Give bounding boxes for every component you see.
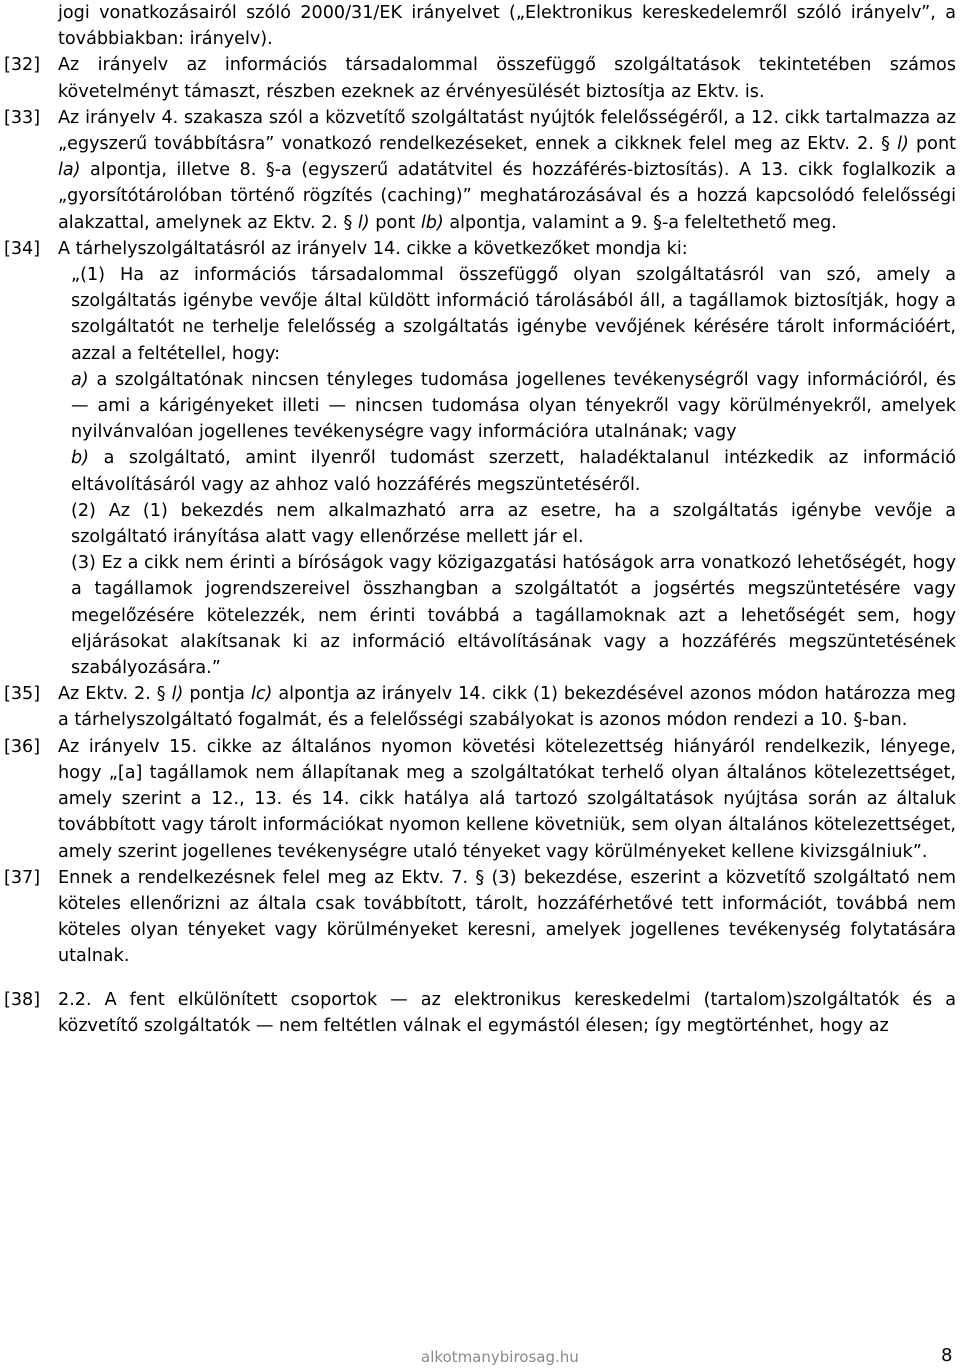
quote-paragraph-2: (2) Az (1) bekezdés nem alkalmazható arra az esetre, ha a szolgáltatás igénybe vevője a szolgáltató irányítása alatt vagy ellenőrzése mellett jár el. [71, 500, 956, 548]
paragraph-text: Az Ektv. 2. § l) pontja lc) alpontja az irányelv 14. cikk (1) bekezdésével azonos módon határozza meg a tárhelyszolgáltató fogalmát, és a felelősségi szabályokat is azonos módon rendezi a 10. §-ban. [58, 684, 956, 731]
quote-point-a: a) a szolgáltatónak nincsen tényleges tudomása jogellenes tevékenységről vagy információról, és — ami a kárigényeket illeti — nincsen tudomása olyan tényekről vagy körülményekről, amelyek nyilvánvalóan jogellenes tevékenységre vagy információra utalnának; vagy [71, 369, 956, 443]
paragraph-32 [0, 52, 960, 104]
paragraph-text: Az irányelv az információs társadalommal összefüggő szolgáltatások tekintetében számos követelményt támaszt, részben ezeknek az érvényesülését biztosítja az Ektv. is. [58, 55, 956, 102]
page-number: 8 [941, 1345, 953, 1366]
paragraph-text: Az irányelv 4. szakasza szól a közvetítő szolgáltatást nyújtók felelősségéről, a 12. cikk tartalmazza az „egyszerű továbbításra” vonatkozó rendelkezéseket, ennek a cikknek felel meg az Ektv. 2. § l) pont la) alpontja, illetve 8. §-a (egyszerű adatátvitel és hozzáférés-biztosítás). A 13. cikk foglalkozik a „gyorsítótárolóban történő rögzítés (caching)” meghatározásával és a hozzá kapcsolódó felelősségi alakzattal, amelynek az Ektv. 2. § l) pont lb) alpontja, valamint a 9. §-a feleltethető meg. [58, 107, 956, 233]
paragraph-number: [34] [4, 238, 41, 259]
continuation-paragraph: jogi vonatkozásairól szóló 2000/31/EK irányelvet („Elektronikus kereskedelemről szóló irányelv”, a továbbiakban: irányelv). [58, 3, 956, 50]
paragraph-number: [38] [4, 989, 41, 1010]
quote-paragraph-1: „(1) Ha az információs társadalommal összefüggő olyan szolgáltatásról van szó, amely a szolgáltatás igénybe vevője által küldött információ tárolásából áll, a tagállamok biztosítják, hogy a szolgáltatót ne terhelje felelősség a szolgáltatás igénybe vevőjének kérésére tárolt információért, azzal a feltétellel, hogy: [71, 265, 956, 364]
paragraph-number: [35] [4, 684, 41, 705]
paragraph-33 [0, 105, 960, 236]
paragraph-35 [0, 681, 960, 733]
paragraph-number: [32] [4, 55, 41, 76]
paragraph-text: Ennek a rendelkezésnek felel meg az Ektv. 7. § (3) bekezdése, eszerint a közvetítő szolgáltató nem köteles ellenőrizni az általa csak továbbított, tárolt, hozzáférhetővé tett információt, továbbá nem köteles olyan tényeket vagy körülményeket keresni, amelyek jogellenes tevékenység folytatására utalnak. [58, 867, 956, 967]
paragraph-text: A tárhelyszolgáltatásról az irányelv 14. cikke a következőket mondja ki: [58, 238, 688, 259]
paragraph-36 [0, 734, 960, 865]
quoted-article [71, 262, 956, 681]
paragraph-text: 2.2. A fent elkülönített csoportok — az elektronikus kereskedelmi (tartalom)szolgáltatók és a közvetítő szolgáltatók — nem feltétlen válnak el egymástól élesen; így megtörténhet, hogy az [58, 989, 956, 1036]
paragraph-number: [37] [4, 867, 41, 888]
paragraph-text: Az irányelv 15. cikke az általános nyomon követési kötelezettség hiányáról rendelkezik, lényege, hogy „[a] tagállamok nem állapítanak meg a szolgáltatókat terhelő olyan általános kötelezettséget, amely szerint a 12., 13. és 14. cikk hatálya alá tartozó szolgáltatások nyújtása során az általuk továbbított vagy tárolt információkat nyomon kellene követniük, sem olyan általános kötelezettséget, amely szerint jogellenes tevékenységre utaló tényeket vagy körülményeket kellene kivizsgálniuk”. [58, 736, 956, 862]
quote-point-b: b) a szolgáltató, amint ilyenről tudomást szerzett, haladéktalanul intézkedik az információ eltávolításáról vagy az ahhoz való hozzáférés megszüntetéséről. [71, 448, 956, 495]
paragraph-34 [0, 236, 960, 262]
paragraph-38 [0, 987, 960, 1039]
paragraph-number: [33] [4, 107, 41, 128]
quote-paragraph-3: (3) Ez a cikk nem érinti a bíróságok vagy közigazgatási hatóságok arra vonatkozó lehetőségét, hogy a tagállamok jogrendszereivel összhangban a szolgáltatót a jogsértés megszüntetésére vagy megelőzésére kötelezzék, nem érinti továbbá a tagállamoknak azt a lehetőségét sem, hogy eljárásokat alakítsanak ki az információ eltávolításának vagy a hozzáférés megszüntetésének szabályozására.” [71, 553, 956, 679]
paragraph-number: [36] [4, 736, 41, 757]
footer-website: alkotmanybirosag.hu [421, 1348, 579, 1366]
paragraph-37 [0, 865, 960, 970]
